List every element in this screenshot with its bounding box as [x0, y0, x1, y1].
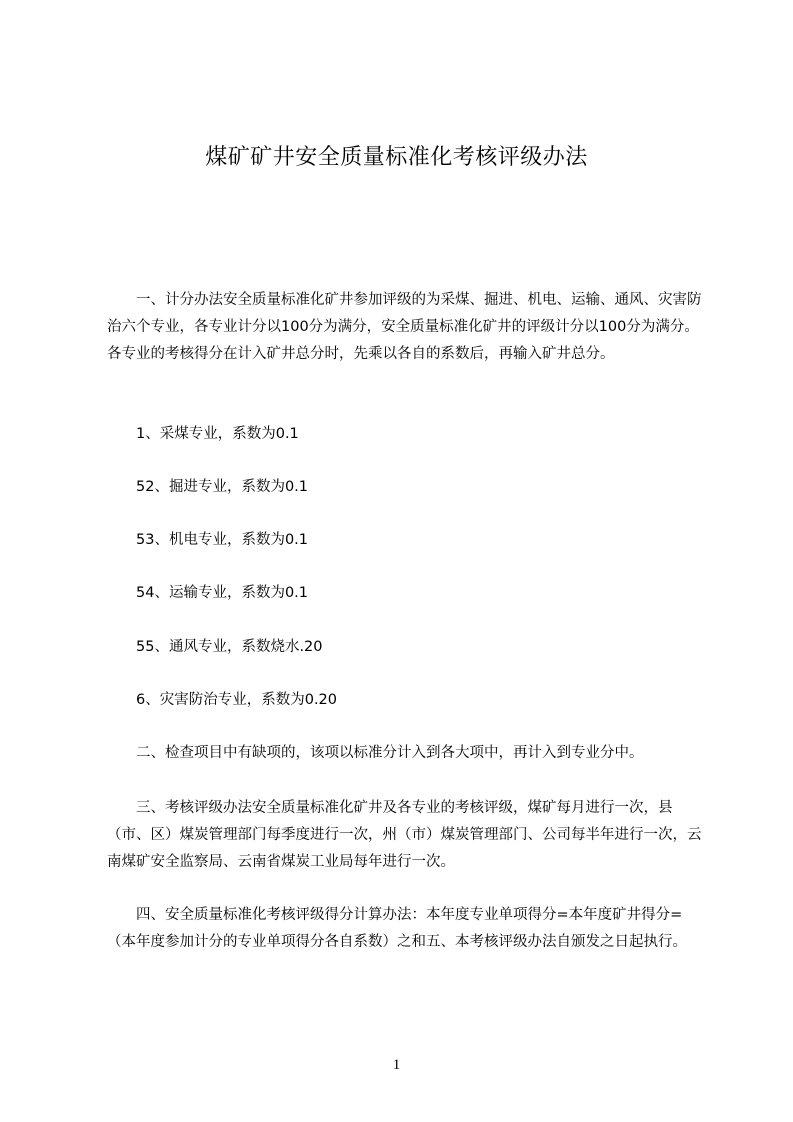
section-1-paragraph: 一、计分办法安全质量标准化矿井参加评级的为采煤、掘进、机电、运输、通风、灾害防治六个专业，各专业计分以100分为满分，安全质量标准化矿井的评级计分以100分为满分。各专业的考核得分在计入矿井总分时，先乘以各自的系数后，再输入矿井总分。: [107, 292, 702, 362]
page-number: 1: [392, 1057, 401, 1073]
list-item-mining: 1、采煤专业，系数为0.1: [136, 426, 299, 442]
section-2-paragraph: 二、检查项目中有缺项的，该项以标准分计入到各大项中，再计入到专业分中。: [136, 745, 644, 761]
list-item-transport: 54、运输专业，系数为0.1: [136, 585, 309, 601]
list-item-excavation: 52、掘进专业，系数为0.1: [136, 479, 309, 495]
section-4-paragraph: 四、安全质量标准化考核评级得分计算办法：本年度专业单项得分=本年度矿井得分=（本年度参加计分的专业单项得分各自系数）之和五、本考核评级办法自颁发之日起执行。: [107, 907, 687, 950]
list-item-ventilation: 55、通风专业，系数烧水.20: [136, 639, 323, 655]
list-item-disaster-prevention: 6、灾害防治专业，系数为0.20: [136, 692, 338, 708]
section-3-paragraph: 三、考核评级办法安全质量标准化矿井及各专业的考核评级，煤矿每月进行一次，县（市、区）煤炭管理部门每季度进行一次，州（市）煤炭管理部门、公司每半年进行一次，云南煤矿安全监察局、云南省煤炭工业局每年进行一次。: [107, 800, 702, 870]
list-item-electromechanical: 53、机电专业，系数为0.1: [136, 532, 309, 548]
document-title: 煤矿矿井安全质量标准化考核评级办法: [205, 145, 588, 170]
